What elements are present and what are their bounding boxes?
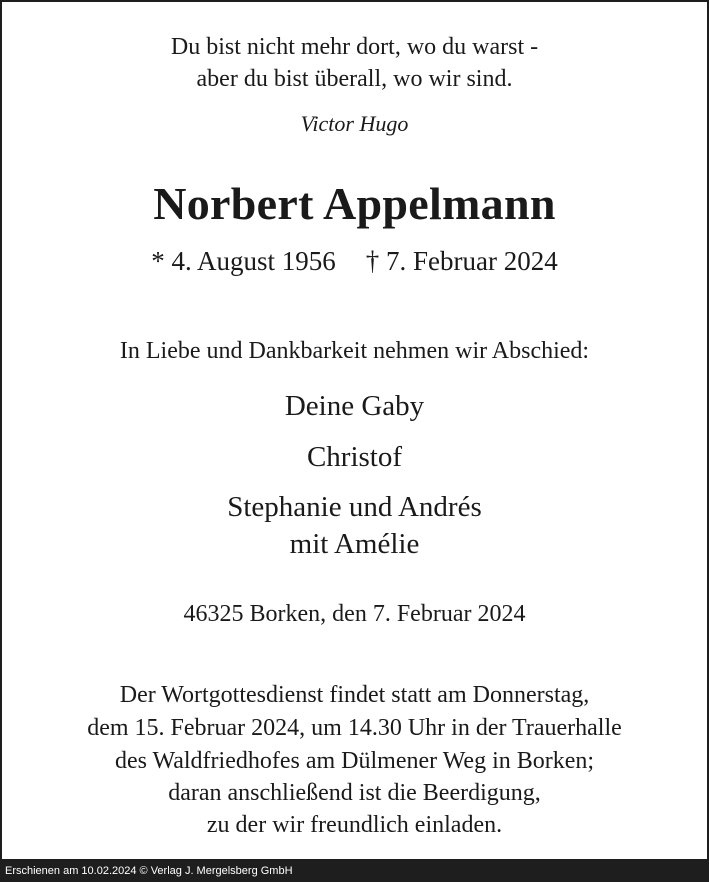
mourner-name: Deine Gaby bbox=[284, 390, 425, 422]
deceased-name: Norbert Appelmann bbox=[153, 178, 556, 229]
service-line: Der Wortgottesdienst findet statt am Donnerstag, bbox=[119, 682, 590, 708]
quote-author: Victor Hugo bbox=[300, 111, 409, 136]
farewell-intro: In Liebe und Dankbarkeit nehmen wir Abschied: bbox=[119, 338, 590, 364]
mourner-name: Stephanie und Andrés bbox=[227, 491, 482, 523]
service-line: des Waldfriedhofes am Dülmener Weg in Borken; bbox=[114, 748, 595, 774]
publication-footer: Erschienen am 10.02.2024 © Verlag J. Mergelsberg GmbH bbox=[0, 861, 709, 882]
mourner-name: mit Amélie bbox=[289, 528, 420, 560]
mourner-name: Christof bbox=[306, 441, 403, 473]
service-line: daran anschließend ist die Beerdigung, bbox=[168, 780, 541, 806]
death-date: † 7. Februar 2024 bbox=[365, 246, 558, 276]
service-line: zu der wir freundlich einladen. bbox=[206, 812, 503, 838]
birth-date: * 4. August 1956 bbox=[151, 246, 336, 276]
quote-line-1: Du bist nicht mehr dort, wo du warst - bbox=[170, 34, 539, 60]
service-line: dem 15. Februar 2024, um 14.30 Uhr in der Trauerhalle bbox=[87, 715, 622, 741]
life-dates bbox=[0, 246, 709, 277]
quote-line-2: aber du bist überall, wo wir sind. bbox=[196, 66, 513, 92]
place-and-date: 46325 Borken, den 7. Februar 2024 bbox=[183, 601, 526, 627]
